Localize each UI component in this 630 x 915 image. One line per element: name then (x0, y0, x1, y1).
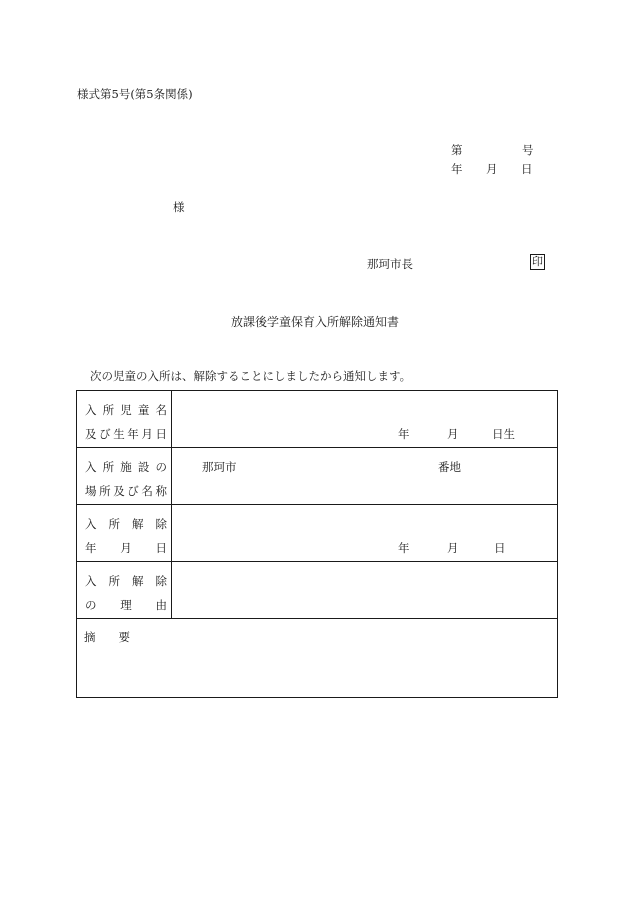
date-day: 日 (521, 162, 533, 176)
document-title: 放課後学童保育入所解除通知書 (230, 315, 399, 329)
intro-text: 次の児童の入所は、解除することにしましたから通知します。 (90, 369, 412, 383)
label-line (85, 402, 167, 418)
value-cell-release-date[interactable] (172, 505, 558, 562)
label-char: 月 (141, 427, 153, 441)
label-cell (77, 448, 172, 505)
form-code: 様式第5号(第5条関係) (77, 87, 193, 101)
label-char: 所 (102, 403, 115, 417)
label-char: 年 (85, 541, 97, 555)
label-char: 及 (113, 484, 125, 498)
label-char: 名 (141, 484, 153, 498)
label-char: 入 (85, 460, 97, 474)
document-number-suffix: 号 (522, 143, 534, 157)
label-char: び (99, 427, 111, 441)
notice-table (76, 390, 558, 698)
label-char: 生 (113, 427, 125, 441)
date-month: 月 (486, 162, 498, 176)
label-line (85, 483, 167, 499)
seal-mark: 印 (532, 255, 543, 268)
label-cell (77, 391, 172, 448)
table-row-facility (77, 448, 558, 505)
label-char: 名 (155, 403, 167, 417)
label-char: 及 (85, 427, 97, 441)
label-char: 称 (155, 484, 167, 498)
label-line (85, 459, 167, 475)
label-char: 所 (99, 484, 111, 498)
label-char: 理 (120, 598, 132, 612)
label-char: 由 (155, 598, 167, 612)
label-char: 施 (120, 460, 132, 474)
label-char: の (85, 598, 97, 612)
label-line (85, 597, 167, 613)
label-char: 月 (120, 541, 132, 555)
table-row-memo (77, 619, 558, 698)
label-char: 所 (108, 574, 120, 588)
label-char: 入 (85, 403, 97, 417)
label-char: 設 (137, 460, 150, 474)
memo-label: 摘 要 (84, 630, 130, 644)
release-month-unit: 月 (447, 541, 459, 555)
table-row-release-reason (77, 562, 558, 619)
facility-banchi: 番地 (438, 460, 461, 474)
birth-month-unit: 月 (447, 427, 459, 441)
value-cell-facility[interactable] (172, 448, 558, 505)
issuer-name: 那珂市長 (367, 257, 413, 271)
label-char: 所 (108, 517, 120, 531)
label-char: 除 (155, 517, 167, 531)
recipient-honorific: 様 (173, 200, 185, 214)
label-char: 年 (127, 427, 139, 441)
label-line (85, 516, 167, 532)
label-char: 場 (85, 484, 97, 498)
table-row-release-date (77, 505, 558, 562)
label-char: 童 (137, 403, 150, 417)
memo-cell[interactable] (77, 619, 558, 698)
value-cell-release-reason[interactable] (172, 562, 558, 619)
label-line (85, 426, 167, 442)
label-line (85, 540, 167, 556)
label-char: 除 (155, 574, 167, 588)
label-char: 入 (85, 517, 97, 531)
label-char: 児 (120, 403, 132, 417)
document-number-label: 第 (451, 143, 463, 157)
label-char: の (155, 460, 167, 474)
value-cell-child-birthdate[interactable] (172, 391, 558, 448)
release-day-unit: 日 (494, 541, 506, 555)
date-year: 年 (451, 162, 463, 176)
label-cell (77, 562, 172, 619)
label-char: び (127, 484, 139, 498)
label-char: 日 (155, 427, 167, 441)
birth-year-unit: 年 (398, 427, 410, 441)
label-line (85, 573, 167, 589)
label-char: 日 (155, 541, 167, 555)
facility-city: 那珂市 (202, 460, 237, 474)
release-year-unit: 年 (398, 541, 410, 555)
label-char: 解 (132, 574, 144, 588)
label-char: 所 (102, 460, 115, 474)
label-char: 入 (85, 574, 97, 588)
table-row-child-name (77, 391, 558, 448)
birth-day-unit: 日生 (492, 427, 515, 441)
label-char: 解 (132, 517, 144, 531)
label-cell (77, 505, 172, 562)
